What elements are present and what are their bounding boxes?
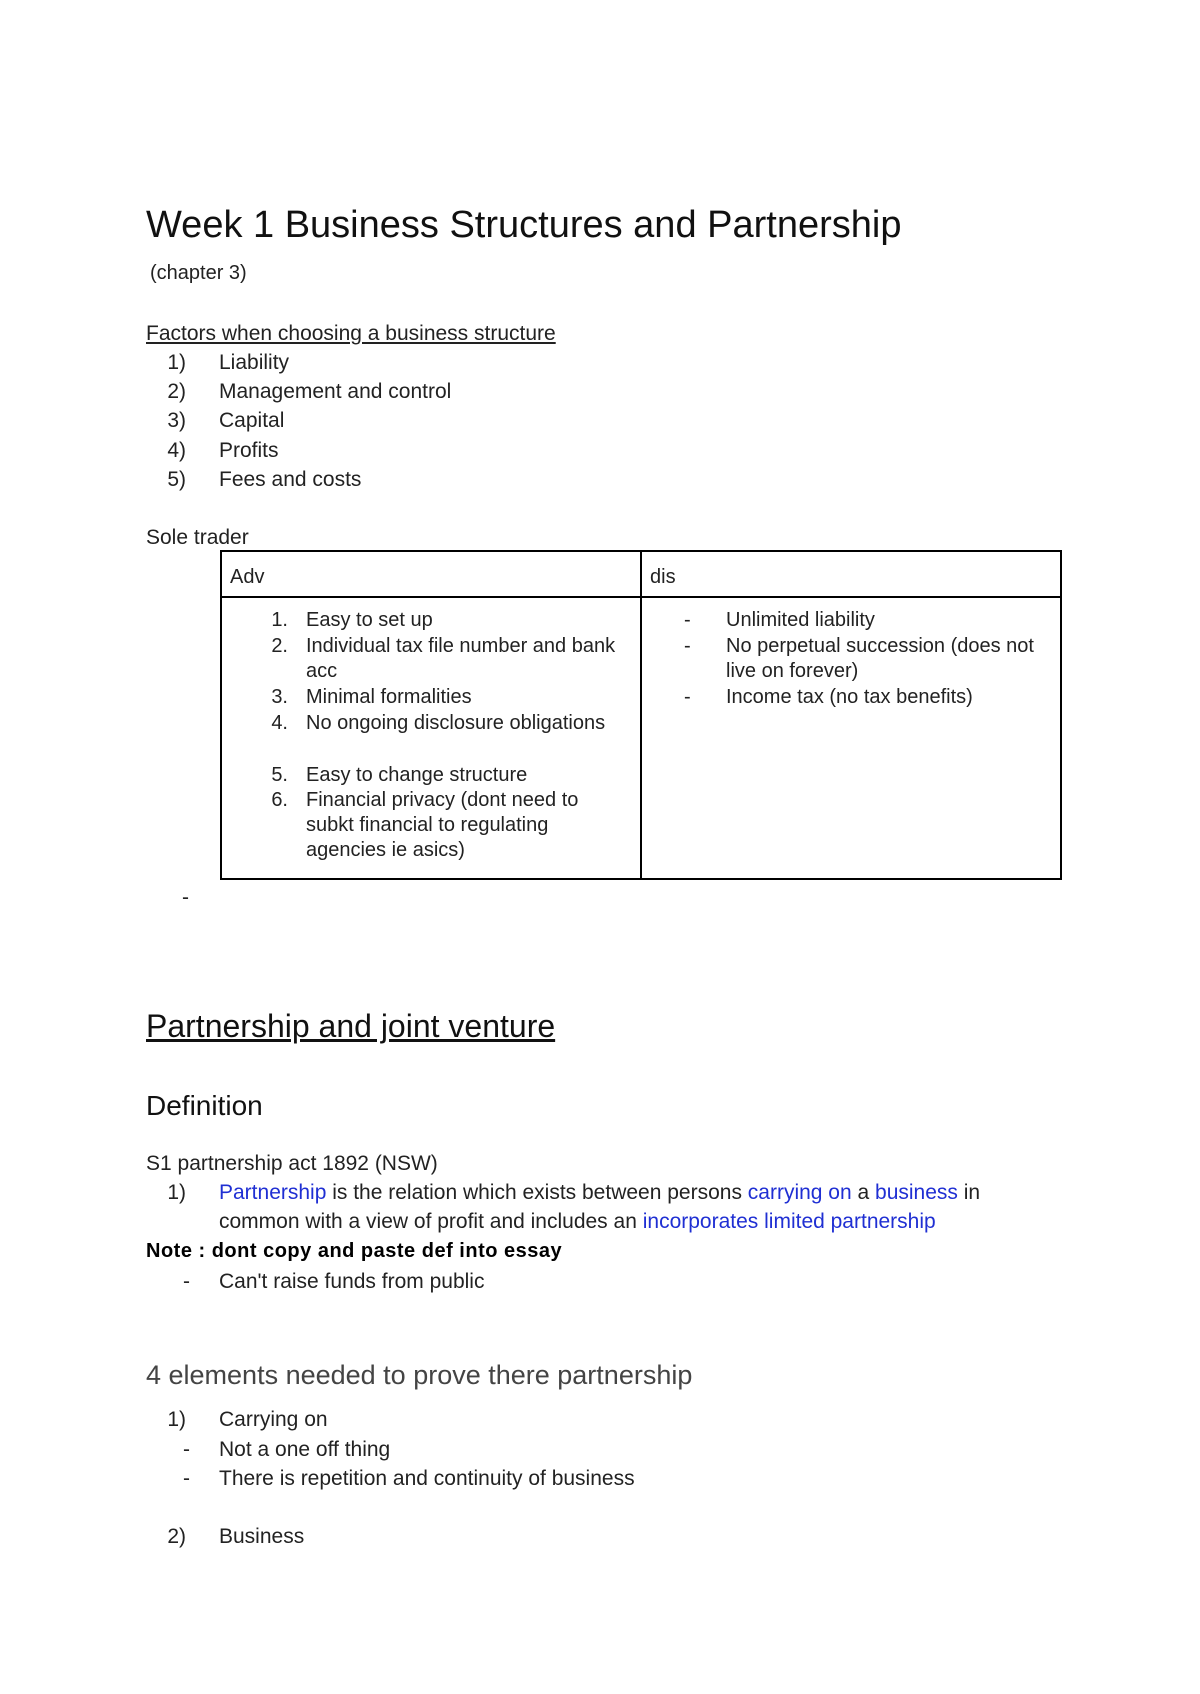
chapter-note: (chapter 3) [150, 262, 247, 284]
definition-line-2: common with a view of profit and includes an incorporates limited partnership [219, 1210, 936, 1233]
act-reference: S1 partnership act 1892 (NSW) [146, 1152, 438, 1175]
list-item: - Unlimited liability [684, 609, 875, 631]
list-item: 3. Minimal formalities [271, 686, 472, 708]
page-title: Week 1 Business Structures and Partnership [146, 204, 902, 246]
elements-heading: 4 elements needed to prove there partnership [146, 1360, 693, 1390]
definition-heading: Definition [146, 1090, 263, 1121]
list-item: 1. Easy to set up [271, 609, 433, 631]
empty-bullet: - [182, 886, 189, 909]
list-item: 2. Individual tax file number and bank acc [271, 635, 616, 682]
sole-trader-label: Sole trader [146, 526, 249, 549]
term-partnership: Partnership [219, 1181, 327, 1204]
term-business: business [875, 1181, 958, 1204]
list-item: 6. Financial privacy (dont need to subkt financial to regulating agencies ie asics) [271, 789, 579, 861]
list-item: 5. Easy to change structure [271, 764, 528, 786]
adv-cell [221, 597, 641, 879]
list-item: - No perpetual succession (does not live on forever) [684, 635, 1034, 682]
partnership-heading: Partnership and joint venture [146, 1008, 556, 1044]
term-incorporated-limited-partnership: incorporates limited partnership [642, 1210, 936, 1233]
note: Note : dont copy and paste def into essay [146, 1240, 563, 1262]
list-item: - Income tax (no tax benefits) [684, 686, 973, 708]
dis-cell [641, 597, 1061, 879]
dis-header: dis [641, 551, 1061, 597]
adv-header: Adv [221, 551, 641, 597]
term-carrying-on: carrying on [747, 1181, 852, 1204]
factors-heading: Factors when choosing a business structure [146, 322, 556, 345]
sole-trader-table [220, 550, 1062, 880]
list-item: 4. No ongoing disclosure obligations [271, 712, 606, 734]
